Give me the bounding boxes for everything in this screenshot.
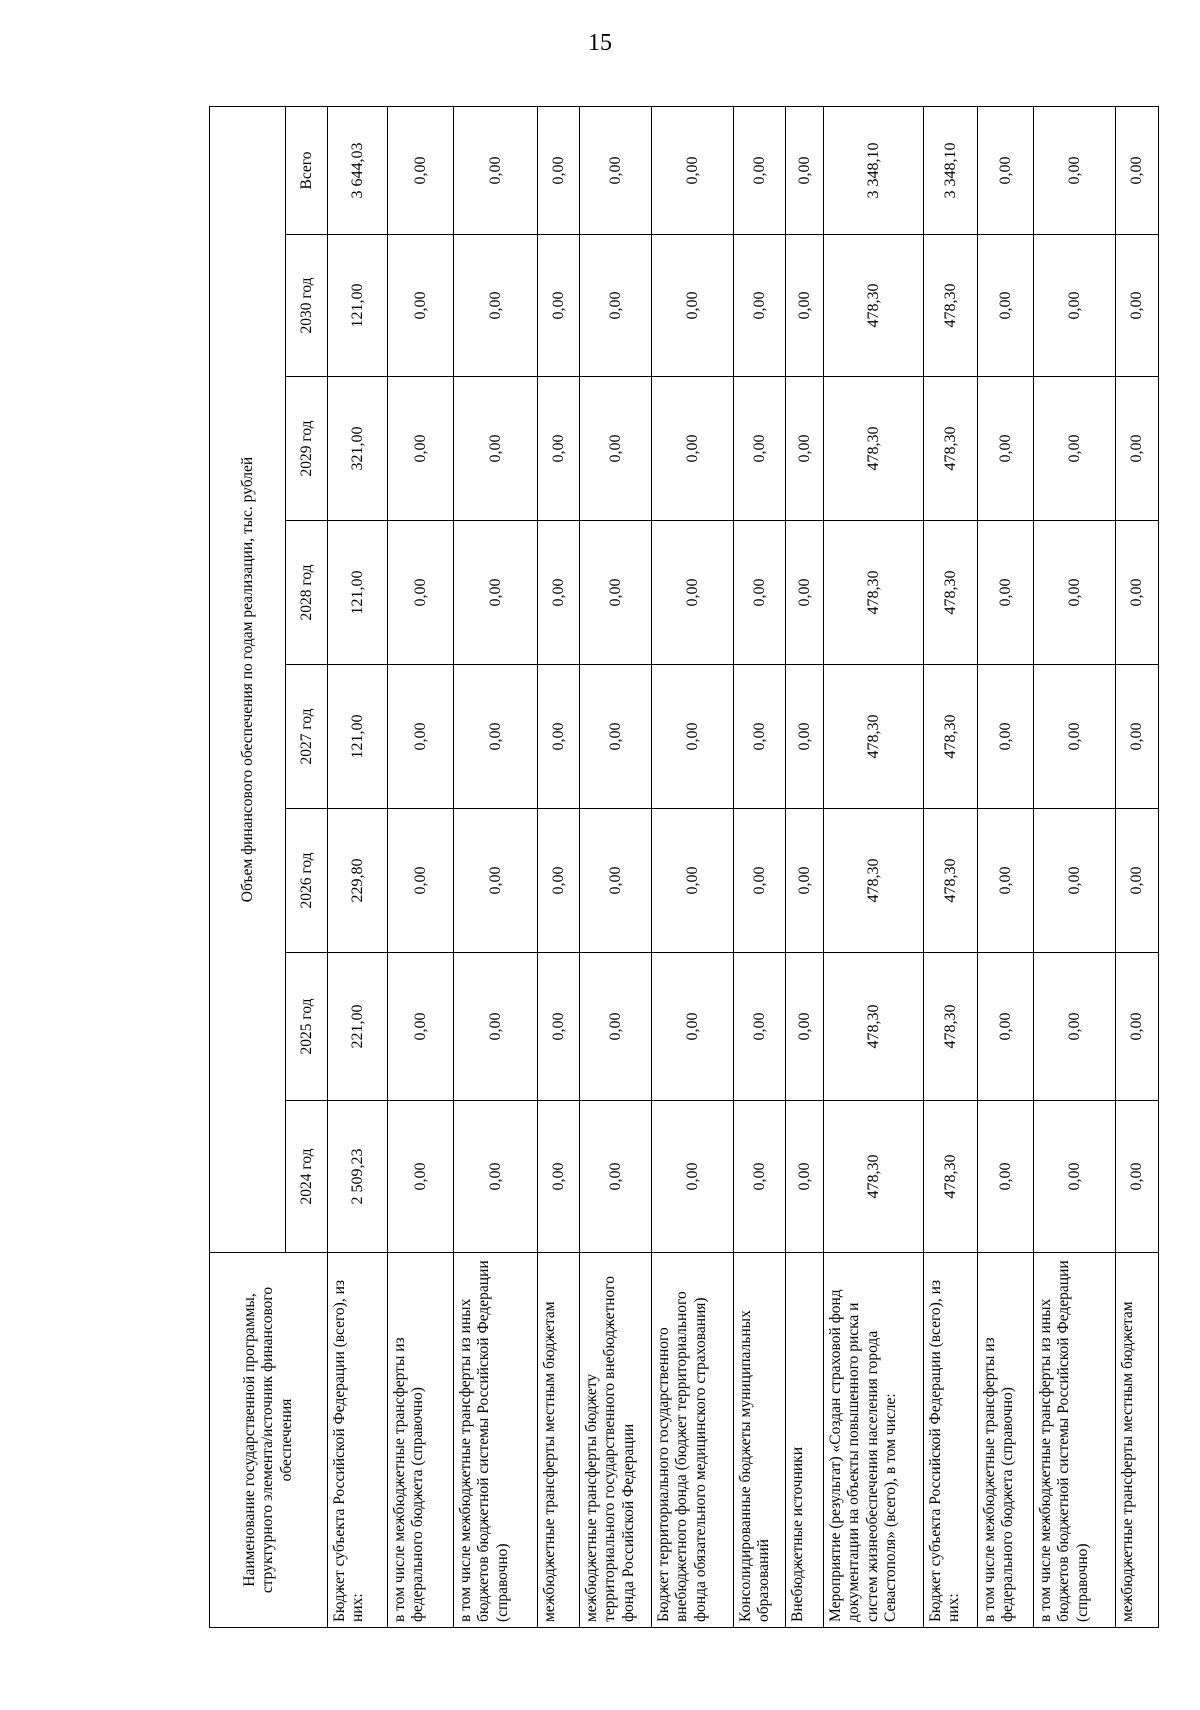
row-value: 0,00	[1116, 521, 1159, 665]
row-value: 0,00	[454, 953, 538, 1101]
row-value: 0,00	[454, 809, 538, 953]
row-value: 0,00	[580, 665, 652, 809]
table-row	[1034, 107, 1116, 1628]
row-value: 0,00	[454, 377, 538, 521]
row-name: в том числе межбюджетные трансферты из федерального бюджета (справочно)	[978, 1253, 1034, 1628]
row-value: 0,00	[978, 235, 1034, 377]
row-value: 0,00	[538, 1101, 580, 1253]
row-value: 0,00	[786, 107, 824, 235]
row-value: 0,00	[580, 521, 652, 665]
row-value: 3 348,10	[924, 107, 978, 235]
row-value: 0,00	[538, 521, 580, 665]
table-row	[786, 107, 824, 1628]
row-value: 0,00	[580, 1101, 652, 1253]
row-name: в том числе межбюджетные трансферты из иных бюджетов бюджетной системы Российской Федерации (справочно)	[1034, 1253, 1116, 1628]
table-row	[538, 107, 580, 1628]
row-value: 0,00	[1034, 1101, 1116, 1253]
row-value: 0,00	[1116, 107, 1159, 235]
table-row	[328, 107, 388, 1628]
row-value: 229,80	[328, 809, 388, 953]
row-value: 0,00	[538, 953, 580, 1101]
row-name: межбюджетные трансферты бюджету территориального государственного внебюджетного фонда Российской Федерации	[580, 1253, 652, 1628]
row-value: 0,00	[388, 1101, 454, 1253]
row-value: 0,00	[538, 809, 580, 953]
row-value: 0,00	[1116, 377, 1159, 521]
financing-table	[209, 106, 1159, 1628]
header-year: 2030 год	[286, 235, 328, 377]
row-value: 0,00	[652, 953, 734, 1101]
row-value: 321,00	[328, 377, 388, 521]
row-value: 0,00	[538, 107, 580, 235]
row-value: 0,00	[786, 665, 824, 809]
row-value: 0,00	[580, 107, 652, 235]
row-name: Бюджет субъекта Российской Федерации (всего), из них:	[924, 1253, 978, 1628]
header-year: 2024 год	[286, 1101, 328, 1253]
row-value: 0,00	[538, 235, 580, 377]
row-name: Внебюджетные источники	[786, 1253, 824, 1628]
header-year: 2027 год	[286, 665, 328, 809]
row-value: 0,00	[734, 521, 786, 665]
row-value: 0,00	[388, 953, 454, 1101]
row-value: 0,00	[734, 107, 786, 235]
row-value: 0,00	[652, 665, 734, 809]
row-value: 0,00	[978, 665, 1034, 809]
row-value: 0,00	[734, 809, 786, 953]
row-value: 0,00	[652, 377, 734, 521]
row-value: 0,00	[652, 1101, 734, 1253]
row-name: Бюджет субъекта Российской Федерации (всего), из них:	[328, 1253, 388, 1628]
row-value: 478,30	[824, 809, 924, 953]
row-value: 0,00	[454, 107, 538, 235]
row-value: 0,00	[1116, 1101, 1159, 1253]
row-value: 0,00	[1116, 665, 1159, 809]
row-value: 478,30	[824, 953, 924, 1101]
row-value: 0,00	[580, 235, 652, 377]
row-value: 0,00	[652, 809, 734, 953]
row-value: 0,00	[978, 107, 1034, 235]
row-value: 121,00	[328, 521, 388, 665]
row-value: 2 509,23	[328, 1101, 388, 1253]
row-value: 3 348,10	[824, 107, 924, 235]
header-year: 2029 год	[286, 377, 328, 521]
row-value: 0,00	[734, 665, 786, 809]
row-value: 478,30	[824, 521, 924, 665]
row-value: 478,30	[924, 665, 978, 809]
row-value: 478,30	[824, 665, 924, 809]
row-value: 0,00	[978, 809, 1034, 953]
row-name: Консолидированные бюджеты муниципальных образований	[734, 1253, 786, 1628]
row-value: 478,30	[824, 377, 924, 521]
row-value: 0,00	[580, 953, 652, 1101]
row-value: 478,30	[824, 1101, 924, 1253]
row-value: 0,00	[454, 521, 538, 665]
row-value: 0,00	[786, 521, 824, 665]
row-value: 0,00	[1034, 953, 1116, 1101]
row-name: в том числе межбюджетные трансферты из федерального бюджета (справочно)	[388, 1253, 454, 1628]
table-row	[580, 107, 652, 1628]
page-number: 15	[588, 30, 612, 56]
row-value: 0,00	[388, 665, 454, 809]
row-value: 0,00	[1116, 809, 1159, 953]
table-row	[388, 107, 454, 1628]
table-container	[209, 107, 1145, 1628]
table-row	[454, 107, 538, 1628]
row-name: Бюджет территориального государственного внебюджетного фонда (бюджет территориального фонда обязательного медицинского страхования)	[652, 1253, 734, 1628]
row-value: 0,00	[454, 1101, 538, 1253]
row-value: 478,30	[824, 235, 924, 377]
row-value: 0,00	[388, 809, 454, 953]
header-name: Наименование государственной программы, структурного элемента/источник финансового обеспечения	[210, 1253, 328, 1628]
row-value: 0,00	[388, 235, 454, 377]
row-value: 478,30	[924, 953, 978, 1101]
row-value: 0,00	[978, 521, 1034, 665]
row-value: 0,00	[454, 235, 538, 377]
row-value: 0,00	[1034, 809, 1116, 953]
row-value: 0,00	[652, 235, 734, 377]
table-row	[924, 107, 978, 1628]
row-value: 478,30	[924, 521, 978, 665]
table-row	[734, 107, 786, 1628]
row-value: 0,00	[1034, 665, 1116, 809]
row-value: 121,00	[328, 665, 388, 809]
row-value: 0,00	[978, 1101, 1034, 1253]
row-name: межбюджетные трансферты местным бюджетам	[1116, 1253, 1159, 1628]
table-row	[978, 107, 1034, 1628]
header-year: 2025 год	[286, 953, 328, 1101]
row-name: в том числе межбюджетные трансферты из иных бюджетов бюджетной системы Российской Федерации (справочно)	[454, 1253, 538, 1628]
row-value: 0,00	[1034, 377, 1116, 521]
row-value: 0,00	[786, 953, 824, 1101]
row-value: 478,30	[924, 809, 978, 953]
row-name: межбюджетные трансферты местным бюджетам	[538, 1253, 580, 1628]
row-value: 0,00	[580, 377, 652, 521]
header-year: Всего	[286, 107, 328, 235]
row-value: 0,00	[454, 665, 538, 809]
row-value: 0,00	[978, 377, 1034, 521]
row-value: 0,00	[734, 1101, 786, 1253]
row-value: 0,00	[1116, 953, 1159, 1101]
row-value: 0,00	[1034, 235, 1116, 377]
row-name: Мероприятие (результат) «Создан страховой фонд документации на объекты повышенного риска и систем жизнеобеспечения населения города Севастополя» (всего), в том числе:	[824, 1253, 924, 1628]
row-value: 0,00	[388, 377, 454, 521]
row-value: 121,00	[328, 235, 388, 377]
header-group: Объем финансового обеспечения по годам реализации, тыс. рублей	[210, 107, 286, 1253]
row-value: 0,00	[734, 377, 786, 521]
row-value: 0,00	[978, 953, 1034, 1101]
row-value: 0,00	[786, 809, 824, 953]
row-value: 0,00	[388, 107, 454, 235]
row-value: 478,30	[924, 1101, 978, 1253]
row-value: 0,00	[1034, 521, 1116, 665]
table-row	[652, 107, 734, 1628]
row-value: 478,30	[924, 377, 978, 521]
row-value: 0,00	[734, 235, 786, 377]
table-row	[824, 107, 924, 1628]
header-year: 2028 год	[286, 521, 328, 665]
row-value: 478,30	[924, 235, 978, 377]
row-value: 0,00	[538, 665, 580, 809]
row-value: 0,00	[1116, 235, 1159, 377]
header-year: 2026 год	[286, 809, 328, 953]
row-value: 0,00	[538, 377, 580, 521]
row-value: 0,00	[652, 107, 734, 235]
row-value: 0,00	[786, 377, 824, 521]
row-value: 0,00	[580, 809, 652, 953]
row-value: 0,00	[786, 235, 824, 377]
row-value: 0,00	[734, 953, 786, 1101]
row-value: 221,00	[328, 953, 388, 1101]
row-value: 0,00	[1034, 107, 1116, 235]
row-value: 0,00	[388, 521, 454, 665]
row-value: 0,00	[652, 521, 734, 665]
row-value: 3 644,03	[328, 107, 388, 235]
table-row	[1116, 107, 1159, 1628]
row-value: 0,00	[786, 1101, 824, 1253]
